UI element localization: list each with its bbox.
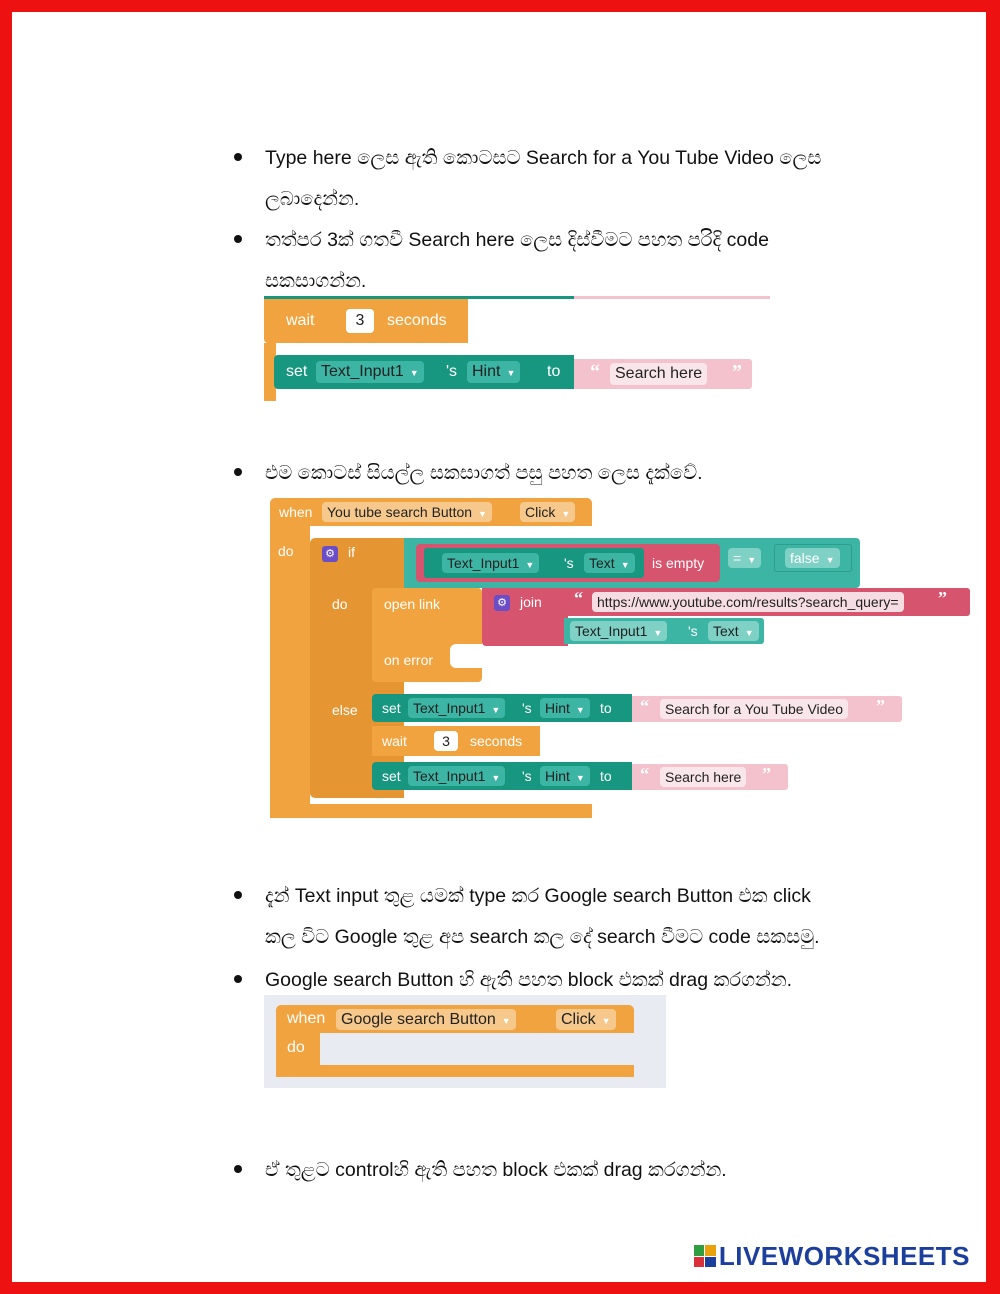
- code-block-wait-set: [264, 296, 774, 392]
- bullet-dot: [234, 891, 242, 899]
- cond-property-dropdown: Text ▼: [584, 553, 635, 573]
- component-dropdown: Text_Input1 ▼: [316, 361, 424, 383]
- code-block-google-event: when Google search Button ▼ Click ▼ do: [264, 995, 666, 1088]
- bullet-dot: [234, 1165, 242, 1173]
- cond-component-dropdown: Text_Input1 ▼: [442, 553, 539, 573]
- instruction-text: Type here ලෙස ඇති කොටසට Search for a You Tube Video ලෙස: [265, 147, 822, 169]
- instruction-text: එම කොටස් සියල්ල සකසාගත් පසු පහත ලෙස දැක්වේ.: [265, 462, 703, 484]
- code-block-youtube-search: when You tube search Button ▼ Click ▼ do ⚙ if do else = ▼ false ▼ Text_Input1 ▼ 's Text ▼ is empty open link on error ⚙ join “ https://www.youtube.com/results?search_query= ” Text_Input1 ▼ 's Text ▼ set Text_Input1 ▼ 's Hint ▼ to “ Search for a You Tube Video ” wait 3 seconds set Text_Input1 ▼ 's Hint ▼ to “ Search here ”: [270, 498, 960, 812]
- instruction-bullet-2: [234, 220, 894, 302]
- property-dropdown: Hint ▼: [467, 361, 520, 383]
- instruction-text: දැන් Text input තුළ යමක් type කර Google search Button එක click: [265, 885, 811, 907]
- instruction-bullet-6: [234, 1150, 894, 1191]
- else-text-string: “ Search for a You Tube Video ”: [632, 696, 902, 722]
- text-string-block: “ Search here ”: [574, 359, 752, 389]
- set-hint-block: set Text_Input1 ▼ 's Hint ▼ to: [274, 355, 574, 389]
- wait-number-field: 3: [346, 309, 374, 333]
- instruction-text-cont: කල විට Google තුළ අප search කල දේ search වීමට code සකසමු.: [265, 926, 820, 948]
- instruction-text: ඒ තුළට controlහි ඇති පහත block එකක් drag කරගන්න.: [265, 1159, 727, 1181]
- join-block: ⚙ join: [482, 588, 568, 646]
- gear-icon: ⚙: [322, 546, 338, 562]
- bullet-dot: [234, 235, 242, 243]
- bullet-dot: [234, 153, 242, 161]
- gear-icon: ⚙: [494, 595, 510, 611]
- event-component-dropdown: You tube search Button ▼: [322, 502, 492, 522]
- is-empty-block: Text_Input1 ▼ 's Text ▼ is empty: [416, 544, 720, 582]
- if-else-block: ⚙ if do else: [310, 538, 404, 798]
- instruction-bullet-4: [234, 876, 894, 958]
- instruction-text-cont: ලබාදෙන්න.: [265, 188, 360, 210]
- liveworksheets-logo: [694, 1242, 970, 1270]
- logo-mark-icon: [694, 1245, 716, 1267]
- false-dropdown: false ▼: [785, 548, 840, 568]
- instruction-bullet-1: [234, 138, 894, 220]
- when-google-event-block: when Google search Button ▼ Click ▼: [276, 1005, 634, 1033]
- event-dropdown: Click ▼: [520, 502, 575, 522]
- google-component-dropdown: Google search Button ▼: [336, 1009, 516, 1030]
- else-wait-block: wait 3 seconds: [372, 726, 540, 756]
- wait-block: wait 3 seconds: [264, 299, 468, 343]
- logo-text: LIVEWORKSHEETS: [718, 1240, 970, 1271]
- else-set-hint-block-2: set Text_Input1 ▼ 's Hint ▼ to: [372, 762, 632, 790]
- else-text-string-2: “ Search here ”: [632, 764, 788, 790]
- instruction-text: Google search Button හි ඇති පහත block එකක් drag කරගන්න.: [265, 969, 793, 991]
- join-text-getter: Text_Input1 ▼ 's Text ▼: [564, 618, 764, 644]
- try-open-link-block: open link on error: [372, 588, 482, 682]
- operator-dropdown: = ▼: [728, 548, 761, 568]
- instruction-bullet-3: [234, 453, 894, 494]
- when-event-block: when You tube search Button ▼ Click ▼: [270, 498, 592, 526]
- instruction-text: තත්පර 3ක් ගතවී Search here ලෙස දිස්වීමට පහත පරිදි code: [265, 229, 769, 251]
- instruction-text-cont: සකසාගන්න.: [265, 270, 367, 292]
- else-set-hint-block: set Text_Input1 ▼ 's Hint ▼ to: [372, 694, 632, 722]
- url-string-block: “ https://www.youtube.com/results?search_query= ”: [566, 588, 970, 616]
- bullet-dot: [234, 468, 242, 476]
- google-event-dropdown: Click ▼: [556, 1009, 616, 1030]
- bullet-dot: [234, 975, 242, 983]
